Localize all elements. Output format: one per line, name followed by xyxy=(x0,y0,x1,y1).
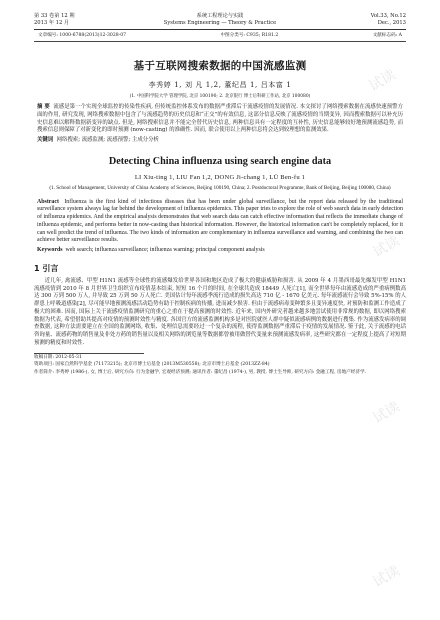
abstract-cn-label: 摘 要 xyxy=(37,104,50,110)
volume-issue-cn: 第 33 卷第 12 期 xyxy=(34,13,75,19)
keywords-cn-text: 网络搜索; 流感监测; 流感预警; 主成分分析 xyxy=(56,137,159,144)
journal-header-en xyxy=(34,20,406,27)
keywords-en-text: web search; influenza surveillance; influenza warning; principal component analysis xyxy=(65,247,265,253)
authors-cn: 李秀婷 1, 刘 凡 1,2, 董纪昌 1, 吕本富 1 xyxy=(148,81,292,89)
watermark: 试读 xyxy=(370,562,403,591)
footnote-author: 作者简介: 李秀婷 (1986-), 女, 博士后, 研究方向: 行为金融学, 宏观经济预测; 通讯作者: 董纪昌 (1974-), 男, 教授, 博士生导师, 研究方向: 金融工程, 房地产经济学. xyxy=(34,369,367,375)
keywords-en-label: Keywords xyxy=(37,247,63,253)
journal-header-cn xyxy=(34,13,406,20)
footnote-received: 收稿日期: 2012-05-31 xyxy=(34,354,82,360)
abstract-en-text: Influenza is the first kind of infectious diseases that has been under global surveillance, but the report data released by the traditional surveillance system always lag far behind the development of influenza epidemics. This paper tries to explore the role of web search data in early detection of influenza epidemics. And the empirical analysis demonstrates that web search data can catch effective information that reflects the immediate change of influenza epidemic, and performs better in now-casting than historical information. However, the historical information can't be completely replaced, for it can well predict the trend of influenza. The two kinds of information are complementary in influenza surveillance and warning, and combining the two can achieve better surveillance results. xyxy=(37,198,403,244)
footnote-fund: 资助项目: 国家自然科学基金 (71173215); 北京市博士后基金 (2013M530558); 北京市博士后基金 (2013ZZ-84) xyxy=(34,362,270,368)
journal-name-cn: 系统工程理论与实践 xyxy=(196,13,244,19)
issue-date-en: Dec., 2013 xyxy=(377,20,406,26)
watermark: 试读 xyxy=(366,66,399,95)
paper-title-cn: 基于互联网搜索数据的中国流感监测 xyxy=(133,60,307,72)
issue-date-cn: 2013 年 12 月 xyxy=(34,20,70,26)
header-rule xyxy=(34,29,406,30)
watermark: 试读 xyxy=(370,232,403,261)
abstract-cn xyxy=(34,104,406,135)
keywords-cn-label: 关键词 xyxy=(37,137,54,144)
authors-en: LI Xiu-ting 1, LIU Fan 1,2, DONG Ji-chang 1, LÜ Ben-fu 1 xyxy=(134,173,306,181)
volume-issue-en: Vol.33, No.12 xyxy=(370,13,406,19)
intro-paragraph: 近几年, 禽流感、甲型 H1N1 流感等全球性的流感爆发给世界各国和地区造成了极大的健康威胁和损害. 从 2009 年 4 月墨西哥最先爆发甲型 H1N1 流感疫情到 2010 年 8 月世界卫生组织宣布疫情基本结束, 短短 16 个月的时间, 在全球共造成 18449 人死亡[1], 而全世界每年由流感造成的严重病例数高达 300 万到 500 万人, 并导致 25 万到 50 万人死亡. 美国估计每年流感季流行造成的损失高达 710 亿 - 1670 亿美元. 每年流感流行会导致 5%-15% 的人群患上呼吸道感染[2], 尽可能早地预测流感活动趋势有助于控制疾病的传播, 进而减少损害. 但由于流感病毒变种繁多且变异速度快, 对预防和监测工作造成了极大的困难. 因而, 国际上关于流感疫情监测研究的重心之重在于提高预测的时效性. 近年来, 国内外研究者越来越多地尝试使用非常规的数据, 即以网络搜索数据为代表, 希望借助其提高对疫情的预测时效性与精度. 各国官方的流感监测机构多是对医院就医人群中疑似流感病例的数据进行搜集. 作为流感发病率的调查数据, 这种方法需要建立在全国的监测网络, 收集、处理信息需要经过一个复杂的流程, 使得监测数据严重滞后于疫情的发展情况. 鉴于此, 关于流感的电话咨询量、流感药物的销售量及非处方药的销售量以及相关网络的浏览量等数据都曾被用做替代变量来预测流感发病率, 这些研究都在一定程度上提高了对短期预测的精度和时效性. xyxy=(34,277,406,347)
section-heading-intro: 1 引言 xyxy=(34,263,59,273)
affiliation-en: (1. School of Management, University of China Academy of Sciences, Beijing 100190, China; 2. Postdoctoral Programme, Bank of Beijing, Beijing 100080, China) xyxy=(49,184,391,191)
keywords-en xyxy=(34,247,406,255)
clc-number: 中图分类号: C935; R181.2 xyxy=(220,33,279,38)
paper-title-en: Detecting China influenza using search engine data xyxy=(108,155,332,167)
meta-rule xyxy=(34,41,406,42)
watermark: 试读 xyxy=(370,398,403,427)
journal-name-en: Systems Engineering — Theory & Practice xyxy=(163,20,277,26)
abstract-en xyxy=(34,199,406,245)
abstract-en-label: Abstract xyxy=(37,198,59,205)
document-code: 文献标志码: A xyxy=(372,33,402,38)
article-meta xyxy=(34,33,406,39)
abstract-cn-text: 流感是第一个实现全球监控的传染性疾病, 但传统监控体系发布的数据严重滞后于流感疫情的发展情况. 本文探讨了网络搜索数据在流感快速预警方面的作用, 研究发现, 网络搜索数据中包含了与流感趋势的历史信息和“正交”的有效信息, 这部分信息反映了流感疫情的当期变异, 因而搜索数据可以补充历史信息难以解释数据新变异的缺点. 但是, 网络搜索信息并不能完全替代历史信息, 两种信息具有一定程度的互补性, 历史信息能够较好地预测流感趋势, 而搜索信息则保障了对新变化的即时预测 (now-casting) 的准确性. 因而, 联合使用以上两种信息将会达到较理想的监测效果. xyxy=(37,104,403,134)
keywords-cn xyxy=(34,137,406,145)
affiliation-cn: (1. 中国科学院大学 管理学院, 北京 100190; 2. 北京银行 博士后科研工作站, 北京 100080) xyxy=(129,94,311,99)
footnote-rule xyxy=(34,353,144,354)
article-number: 文章编号: 1000-6788(2013)12-3028-07 xyxy=(38,33,127,38)
